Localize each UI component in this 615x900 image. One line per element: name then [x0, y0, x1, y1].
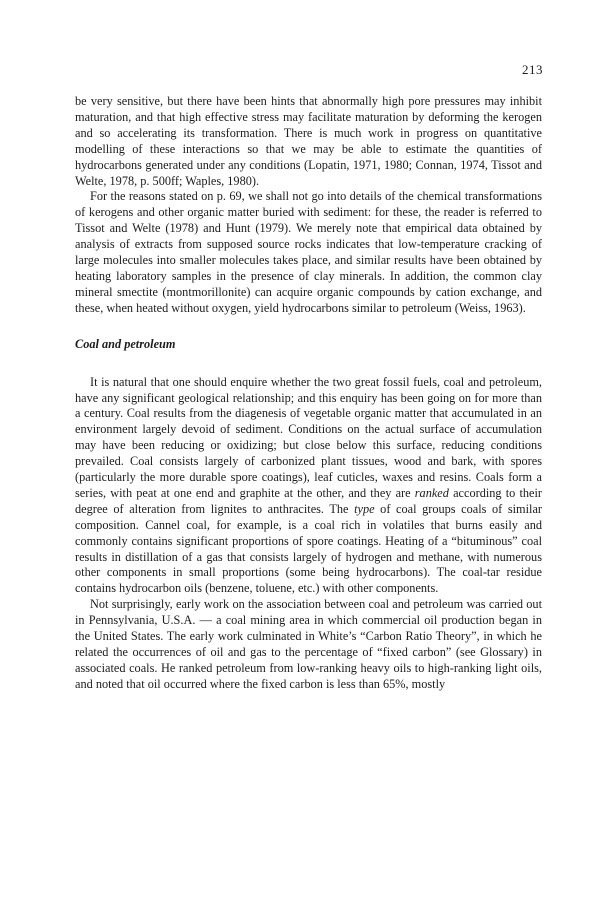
paragraph-text-segment: of coal groups coals of similar composition. Cannel coal, for example, is a coal rich in volatiles that burns easily and commonly contains significant proportions of spore coatings. Heating of a “bituminous” coal results in distillation of a gas that consists largely of hydrogen and methane, with numerous other components in small proportions (some being hydrocarbons). The coal-tar residue contains hydrocarbon oils (benzene, toluene, etc.) with other components. — [75, 501, 542, 596]
paragraph-carbon-ratio-theory: Not surprisingly, early work on the association between coal and petroleum was carried out in Pennsylvania, U.S.A. — a coal mining area in which commercial oil production began in the United States. The early work culminated in White’s “Carbon Ratio Theory”, in which he related the occurrences of oil and gas to the percentage of “fixed carbon” (see Glossary) in associated coals. He ranked petroleum from low-ranking heavy oils to high-ranking light oils, and noted that oil occurred where the fixed carbon is less than 65%, mostly — [75, 597, 542, 691]
paragraph-text-segment: It is natural that one should enquire whether the two great fossil fuels, coal and petroleum, have any significant geological relationship; and this enquiry has been going on for more than a century. Coal results from the diagenesis of vegetable organic matter that accumulated in an environment largely devoid of sediment. Conditions on the actual surface of accumulation may have been reducing or oxidizing; but close below this surface, reducing conditions prevailed. Coal consists largely of carbonized plant tissues, wood and bark, with spores (particularly the more durable spore coatings), leaf cuticles, waxes and resins. Coals form a series, with peat at one end and graphite at the other, and they are — [75, 374, 542, 500]
paragraph-coal-petroleum — [75, 375, 542, 598]
paragraph-chemical-transformations: For the reasons stated on p. 69, we shall not go into details of the chemical transformations of kerogens and other organic matter buried with sediment: for these, the reader is referred to Tissot and Welte (1978) and Hunt (1979). We merely note that empirical data obtained by analysis of extracts from supposed source rocks indicates that low-temperature cracking of large molecules into smaller molecules takes place, and similar results have been obtained by heating laboratory samples in the presence of clay minerals. In addition, the common clay mineral smectite (montmorillonite) can acquire organic compounds by cation exchange, and these, when heated without oxygen, yield hydrocarbons similar to petroleum (Weiss, 1963). — [75, 189, 542, 315]
page-number: 213 — [522, 62, 543, 77]
body-text — [75, 94, 542, 693]
section-heading: Coal and petroleum — [75, 336, 176, 351]
emphasis-type: type — [354, 501, 375, 516]
paragraph-maturation: be very sensitive, but there have been hints that abnormally high pore pressures may inhibit maturation, and that high effective stress may facilitate maturation by deforming the kerogen and so accelerating its transformation. There is much work in progress on quantitative modelling of these interactions so that we may be able to estimate the quantities of hydrocarbons generated under any conditions (Lopatin, 1971, 1980; Connan, 1974, Tissot and Welte, 1978, p. 500ff; Waples, 1980). — [75, 94, 542, 188]
paragraph-text-segment: according to their degree of alteration from lignites to anthracites. The — [75, 485, 542, 516]
emphasis-ranked: ranked — [414, 485, 449, 500]
